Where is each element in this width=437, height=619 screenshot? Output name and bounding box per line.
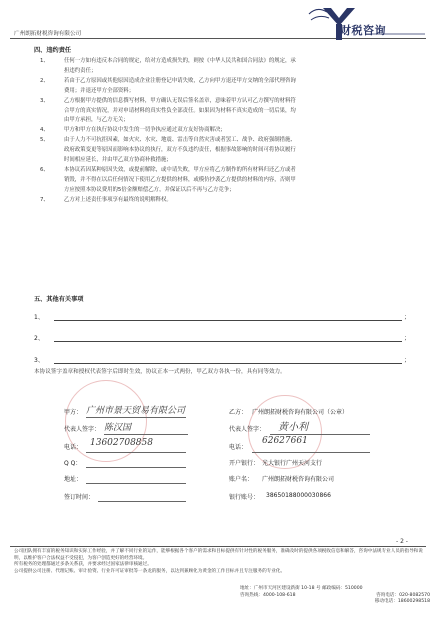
clause-number: 3、 xyxy=(40,97,49,104)
page-number: - 2 - xyxy=(396,538,408,545)
party-a-phone-label: 电话： xyxy=(64,444,83,451)
party-b-account-no-label: 银行账号： xyxy=(229,494,260,501)
other-item-1-line xyxy=(54,320,402,321)
clause-line: 任何一方如有违反本合同的规定，给对方造成损失的，则按《中华人民共和国合同法》的规定，承 xyxy=(64,58,296,64)
party-a-address-label: 地址： xyxy=(64,476,83,483)
other-item-3-line xyxy=(54,363,402,364)
clause-line: 本协议若因某种原因失效，或提前解除，或中请失败，甲方应将乙方制作的所有材料归还乙方或者 xyxy=(64,166,296,173)
footer-line: 公司团队拥有丰富的税务知识和实际工作经验，并了解不同行业的运作，能够根据各个客户的需求和目标提供有针对性的税务服务，准确及时的提供各项税收信息和解答，咨询中法规专业人员的指导和说明，以维护客户合法权益不受侵犯，为客户创造更好的经营环境。 xyxy=(14,549,423,561)
other-item-2-line xyxy=(54,341,402,342)
footer-line: 所有税务的处理都通过多条关系获，并要求经过国家法律审核通过。 xyxy=(14,562,152,568)
other-item-3-number: 3、 xyxy=(34,357,44,364)
clause-2 xyxy=(40,77,414,97)
section-4-title: 四、违约责任 xyxy=(34,47,72,54)
party-b-rep-line xyxy=(270,434,370,435)
party-b-rep-signature: 黄小利 xyxy=(278,422,308,433)
clause-line: 销毁，并不得在以后任何情况下使用乙方提供的材料，或模仿抄袭乙方提供的材料的内容，否则甲 xyxy=(64,176,296,183)
other-item-3-end: ； xyxy=(404,357,411,364)
clause-number: 4、 xyxy=(40,127,49,134)
footer-text xyxy=(14,549,424,575)
party-a-date-line xyxy=(98,501,186,502)
other-item-2-end: ； xyxy=(404,335,411,342)
clause-line: 由甲方承担，与乙方无关； xyxy=(64,117,129,124)
party-b-account-name: 广州朗拓财税咨询有限公司 xyxy=(262,476,335,483)
clause-number: 7、 xyxy=(40,196,49,203)
footer-line: 公司提供公司注册、代理记账、审计验资、行业许可证审批等一条龙的服务，以达到兼顾化为黄金的工作目标并且专注服务的专业化。 xyxy=(14,568,286,574)
clause-5 xyxy=(40,136,414,166)
clause-line: 若由于乙方原因或其他原因造成企业注册登记申请失败，乙方向甲方退还甲方交纳的全部代理咨询 xyxy=(64,77,296,84)
party-a-address-line xyxy=(86,483,186,484)
party-a-qq-label: Q Q： xyxy=(64,460,82,467)
other-item-1-end: ； xyxy=(404,314,411,321)
clause-line: 由于人力不可抗拒因素，如火灾、水灾、地震、雷击等自然灾害或者罢工、战争、政府强制措施、 xyxy=(64,137,296,144)
clause-line: 乙方对上述责任事项享有最终的说明解释权。 xyxy=(64,196,172,203)
clause-7 xyxy=(40,196,414,206)
footer-divider xyxy=(10,546,426,547)
party-b-bank: 光大银行广州天河支行 xyxy=(262,460,323,467)
party-b-phone: 62627661 xyxy=(262,436,308,446)
clause-number: 2、 xyxy=(40,77,49,84)
party-a-name: 广州市景天贸易有限公司 xyxy=(86,406,186,416)
clause-1 xyxy=(40,57,414,77)
party-a-rep-line xyxy=(104,434,188,435)
footer-consult-phone: 咨询电话：020-8082570 xyxy=(376,592,430,598)
party-a-phone: 13602708858 xyxy=(90,438,153,448)
clause-number: 5、 xyxy=(40,137,49,144)
clause-line: 政府政策变更等原因而影响本协议的执行，双方不负违约责任，根据事故影响的时间可将协议履行 xyxy=(64,147,296,154)
footer-address: 地址：广州市天河区建设新街 10-18 号 邮政编码：510000 xyxy=(240,586,363,591)
party-b-account-no: 38650188000030866 xyxy=(266,492,331,499)
party-b-name: 广州朗拓财税咨询有限公司（公章） xyxy=(252,409,349,416)
clause-number: 6、 xyxy=(40,166,49,173)
party-a-phone-line xyxy=(86,452,186,453)
clause-3 xyxy=(40,97,414,127)
party-b-account-name-label: 账户名： xyxy=(229,476,254,483)
clause-line: 担违约责任； xyxy=(64,67,97,74)
clause-line: 方应按照本协议费用的5倍金额赔偿乙方，并保证以后不再与乙方竞争； xyxy=(64,186,235,193)
clause-line: 乙方根据甲方提供的信息撰写材料，甲方确认无误后签名盖章，意味着甲方认可乙方撰写的材料符 xyxy=(64,97,296,104)
party-a-qq-line xyxy=(86,467,186,468)
clause-number: 1、 xyxy=(40,58,49,64)
party-b-rep-label: 代表人签字： xyxy=(229,426,266,433)
section-4-items xyxy=(40,57,414,206)
clause-line: 合甲方的真实情况，并对申请材料的真实性负全部责任。如果因为材料不真实造成的一切后果，均 xyxy=(64,107,296,114)
party-b-phone-line xyxy=(252,452,370,453)
party-b-label: 乙方： xyxy=(229,409,248,416)
footer-contact xyxy=(240,586,430,606)
clause-line: 甲方和甲方在执行协议中发生的一切争执应通过双方友好协商解决； xyxy=(64,127,226,134)
party-b-bank-label: 开户银行： xyxy=(229,460,260,467)
logo-text: 财税咨询 xyxy=(340,24,386,37)
party-a-label: 甲方： xyxy=(64,409,83,416)
footer-hotline: 咨询热线：4000-108-618 xyxy=(240,592,296,598)
party-a-rep-signature: 陈汉国 xyxy=(104,423,132,433)
party-a-rep-label: 代表人签字： xyxy=(64,426,101,433)
section-5-title: 五、其他有关事项 xyxy=(34,296,84,303)
agreement-effective-note: 本协议签字盖章和授权代表签字后即时生效，协议正本一式两份，甲乙双方各执一份，具有同等效力。 xyxy=(34,369,286,375)
party-b-phone-label: 电话： xyxy=(229,444,248,451)
other-item-1-number: 1、 xyxy=(34,314,44,321)
clause-4 xyxy=(40,126,414,136)
header-company-name: 广州朗拓财税咨询有限公司 xyxy=(14,31,82,37)
party-a-name-line xyxy=(86,417,186,418)
party-a-date-label: 签订时间： xyxy=(64,494,95,501)
clause-line: 时间相应延长，并由甲乙双方协商补救措施； xyxy=(64,157,172,164)
clause-6 xyxy=(40,166,414,196)
footer-mobile: 移动电话：18600298518 xyxy=(374,599,430,605)
other-item-2-number: 2、 xyxy=(34,335,44,342)
clause-line: 费用；并退还甲方全部资料； xyxy=(64,87,135,94)
